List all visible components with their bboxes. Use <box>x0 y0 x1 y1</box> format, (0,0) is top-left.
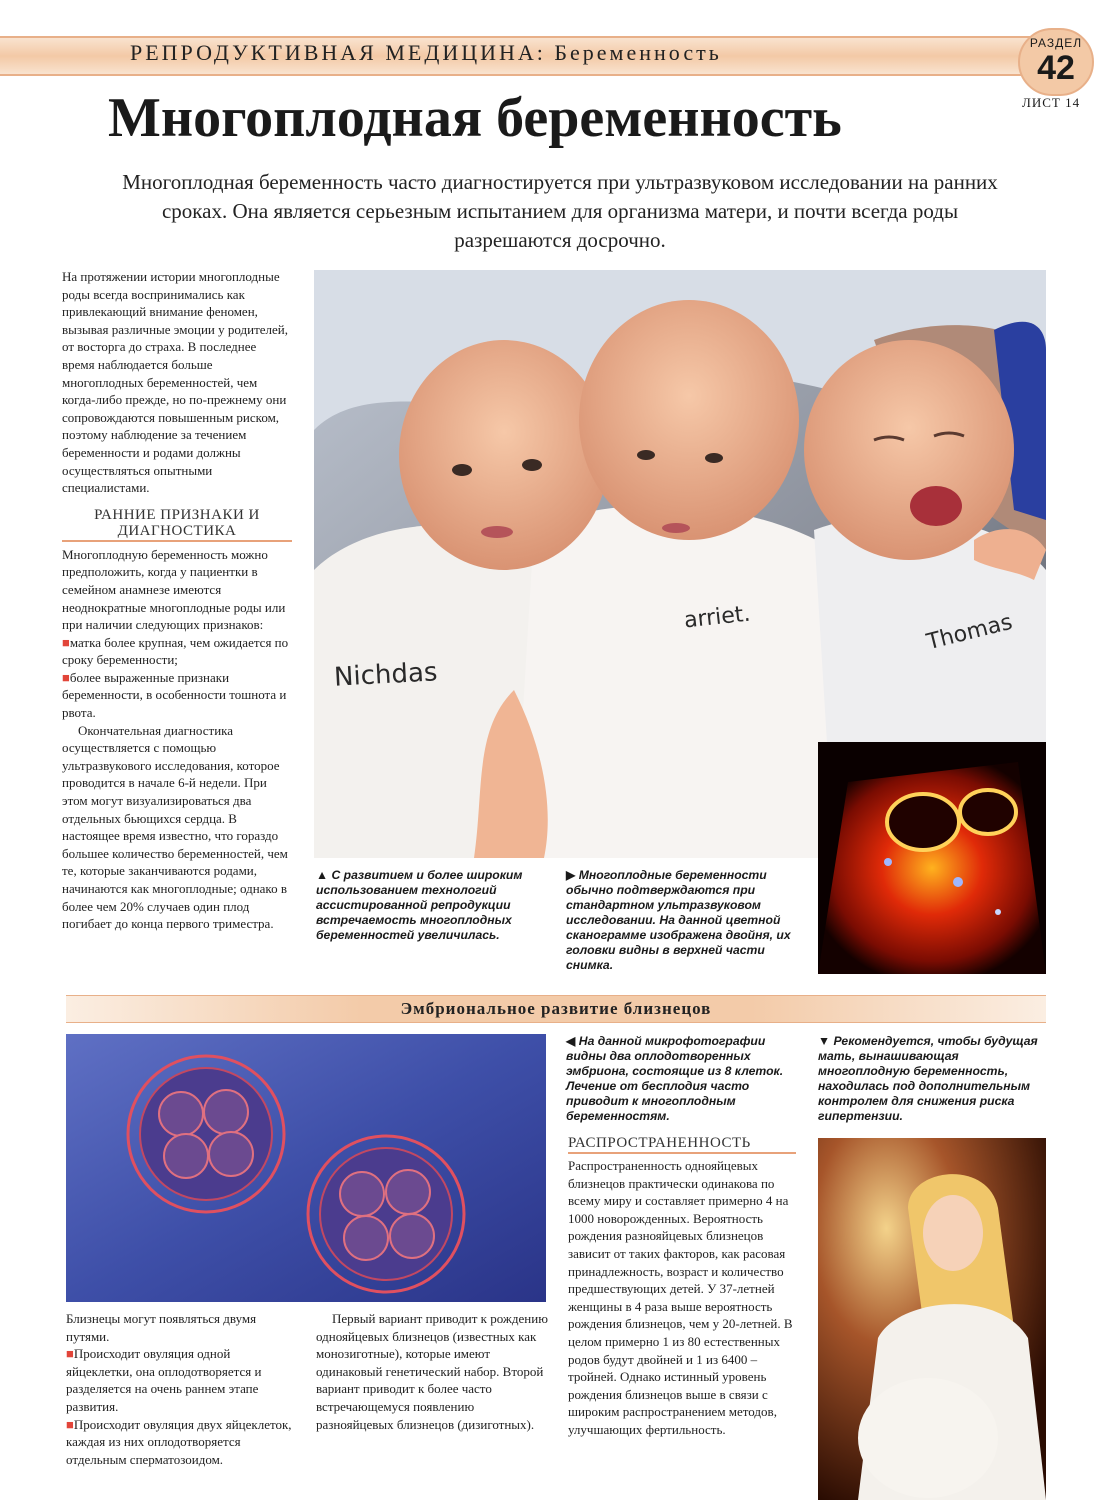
sheet-number: ЛИСТ 14 <box>1022 95 1081 110</box>
bullet-item <box>62 634 292 669</box>
bullet-text: Происходит овуляция двух яйцеклеток, каждая из них оплодотворяется отдельным сперматозоидом. <box>66 1416 292 1467</box>
badge-label: РАЗДЕЛ <box>1029 36 1083 50</box>
bullet-item <box>66 1345 298 1415</box>
caption-text: Рекомендуется, чтобы будущая мать, вынашивающая многоплодную беременность, находилась под дополнительным контролем для снижения риска гипертензии. <box>818 1034 1038 1123</box>
name-tag-thomas: Thomas <box>924 609 1015 656</box>
section-badge <box>1018 28 1094 96</box>
bullet-square-icon: ■ <box>66 1416 74 1432</box>
page-title: Многоплодная беременность <box>108 87 842 149</box>
bullet-item <box>66 1416 298 1469</box>
ultrasound-scan <box>818 742 1046 974</box>
up-arrow-icon: ▲ <box>316 868 329 882</box>
badge-number: 42 <box>1037 49 1075 87</box>
twins-types-paragraph: Первый вариант приводит к рождению однояйцевых близнецов (известных как монозиготные), которые имеют одинаковый генетический набор. Второй вариант приводит к более часто встречающемуся появлению разнояйцевых близнецов (дизиготных). <box>316 1311 548 1432</box>
prevalence-column <box>568 1135 796 1439</box>
bullet-square-icon: ■ <box>62 669 70 685</box>
twins-types-column <box>316 1310 548 1433</box>
caption-text: С развитием и более широким использованием технологий ассистированной репродукции встречаемость многоплодных беременностей увеличилась. <box>316 868 523 942</box>
bullet-square-icon: ■ <box>62 634 70 650</box>
subhead-early-signs: РАННИЕ ПРИЗНАКИ И ДИАГНОСТИКА <box>62 507 292 542</box>
name-tag-harriet: arriet. <box>682 601 752 634</box>
bullet-text: матка более крупная, чем ожидается по сроку беременности; <box>62 634 289 668</box>
caption-embryos <box>566 1034 798 1124</box>
pregnant-woman-photo <box>818 1138 1046 1500</box>
left-column <box>62 268 292 933</box>
right-arrow-icon: ▶ <box>566 868 576 882</box>
caption-text: Многоплодные беременности обычно подтверждаются при стандартном ультразвуковом исследовании. На данной цветной сканограмме изображена двойня, их головки видны в верхней части снимка. <box>566 868 791 972</box>
twins-ways-column <box>66 1310 298 1468</box>
down-arrow-icon: ▼ <box>818 1034 831 1048</box>
lead-paragraph: Многоплодная беременность часто диагностируется при ультразвуковом исследовании на ранних сроках. Она является серьезным испытанием для организма матери, и почти всегда роды разрешаются досрочно. <box>122 170 998 252</box>
left-arrow-icon: ◀ <box>566 1034 576 1048</box>
bullet-text: Происходит овуляция одной яйцеклетки, она оплодотворяется и разделяется на очень раннем этапе развития. <box>66 1346 262 1414</box>
subhead-prevalence: РАСПРОСТРАНЕННОСТЬ <box>568 1135 796 1154</box>
embryo-micrograph <box>66 1034 546 1302</box>
caption-mother <box>818 1034 1046 1124</box>
section-title: РЕПРОДУКТИВНАЯ МЕДИЦИНА: Беременность <box>130 40 722 65</box>
bullet-item <box>62 669 292 722</box>
diagnosis-paragraph: Многоплодную беременность можно предположить, когда у пациентки в семейном анамнезе имеются неоднократные многоплодные роды или при наличии следующих признаков: <box>62 546 286 633</box>
caption-text: На данной микрофотографии видны два оплодотворенных эмбриона, состоящие из 8 клеток. Лечение от бесплодия часто приводит к многоплодным беременностям. <box>566 1034 784 1123</box>
bullet-square-icon: ■ <box>66 1346 74 1362</box>
ultrasound-paragraph: Окончательная диагностика осуществляется с помощью ультразвукового исследования, которое проводится в начале 6-й недели. При этом могут визуализироваться два отдельных бьющихся сердца. В настоящее время известно, что гораздо большее количество беременностей, чем те, которые заканчиваются родами, начинаются как многоплодные; однако в более чем 20% случаев один плод погибает до конца первого триместра. <box>62 722 288 932</box>
prevalence-paragraph: Распространенность однояйцевых близнецов практически одинакова по всему миру и составляет примерно 4 на 1000 новорожденных. Вероятность рождения разнояйцевых близнецов зависит от таких факторов, как расовая принадлежность, возраст и количество предшествующих детей. У 37-летней женщины в 4 раза выше вероятность рождения близнецов, чем у 20-летней. В целом примерно 1 из 80 естественных родов будут двойней и 1 из 6400 – тройней. Однако истинный уровень рождения близнецов выше в связи с широким распространением методов, улучшающих фертильность. <box>568 1158 793 1437</box>
caption-ultrasound <box>566 868 798 973</box>
intro-paragraph: На протяжении истории многоплодные роды всегда воспринимались как привлекающий внимание феномен, вызывая различные эмоции у родителей, от восторга до страха. В последнее время наблюдается больше многоплодных беременностей, чем когда-либо прежде, но по-прежнему они сопровождаются повышенным риском, поэтому наблюдение за течением беременности и родами должны осуществляться опытными специалистами. <box>62 269 288 496</box>
caption-triplets <box>316 868 548 943</box>
section-twins-development: Эмбриональное развитие близнецов <box>66 995 1046 1023</box>
bullet-text: более выраженные признаки беременности, в особенности тошнота и рвота. <box>62 669 287 721</box>
name-tag-nicholas: Nichdas <box>333 657 439 693</box>
twins-ways-intro: Близнецы могут появляться двумя путями. <box>66 1311 257 1344</box>
